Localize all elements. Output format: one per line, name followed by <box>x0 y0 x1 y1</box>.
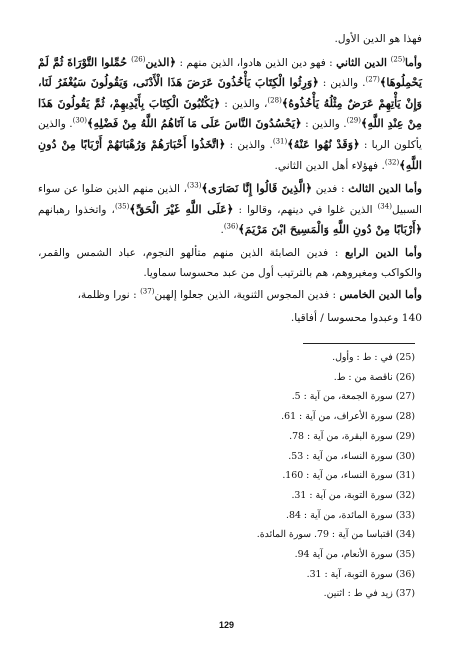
text-run: : فهو دين الذين هادوا، الذين منهم : <box>176 56 337 69</box>
text-run: . فهؤلاء أهل الدين الثاني. <box>274 159 385 172</box>
section-heading: وأما الدين الخامس <box>339 289 422 302</box>
footnote-25: (25) في : ط : وأول. <box>332 352 415 363</box>
quran-quote: ﴿اتَّخَذُوا أَحْبَارَهُمْ وَرُهْبَانَهُمْ أَرْبَابًا مِنْ دُونِ اللَّهِ﴾ <box>38 136 422 172</box>
page-number: 129 <box>218 620 235 630</box>
quran-quote: ﴿الَّذِينَ قَالُوا إِنَّا نَصَارَى﴾ <box>201 181 313 196</box>
quran-quote: ﴿أَرْبَابًا مِنْ دُونِ اللَّهِ وَالْمَسِيحَ ابْنَ مَرْيَمَ﴾ <box>238 222 422 237</box>
text-run: : نورا وظلمة، <box>77 289 141 302</box>
footnote-36: (36) سورة التوبة، آية : 31. <box>306 568 415 580</box>
footnote-28: (28) سورة الأعراف، من آية : 61. <box>281 411 415 423</box>
quran-quote: ﴿عَلَى اللَّهِ غَيْرَ الْحَقِّ﴾ <box>129 201 234 216</box>
section-heading: وأما الدين الرابع <box>344 246 422 259</box>
footnote-ref: (27) <box>365 75 380 84</box>
section-heading: وأما <box>405 56 423 69</box>
footnote-30: (30) سورة النساء، من آية : 53. <box>288 450 415 462</box>
quran-quote: حُمِّلوا التَّوْرَاةَ ثُمَّ لَمْ يَحْمِلُوهَا﴾ <box>38 54 422 90</box>
footnote-ref: (36) <box>223 222 239 231</box>
text-run: . والذين : <box>225 138 273 151</box>
footnote-ref: (32) <box>384 158 400 167</box>
text-run: : فدين <box>312 183 349 196</box>
quran-quote: ﴿يَحْسُدُونَ النَّاسَ عَلَى مَا آتَاهُمُ اللَّهُ مِنْ فَضْلِهِ﴾ <box>87 116 302 131</box>
footnote-ref: (35) <box>114 202 130 211</box>
section-heading: الدين الثاني <box>336 56 391 69</box>
text-run: الذين غلوا في دينهم، وقالوا : <box>233 203 378 216</box>
paragraph-third-religion <box>38 179 422 241</box>
footnote-27: (27) سورة الجمعة، من آية : 5. <box>291 391 415 403</box>
footnote-ref: (30) <box>72 116 87 125</box>
paragraph-second-religion <box>38 53 422 177</box>
footnote-29: (29) سورة البقرة، من آية : 78. <box>289 430 415 442</box>
text-run: . والذين يأكلون الربا : <box>38 118 422 151</box>
text-run: 140 وعبدوا محسوسا / أفاقيا. <box>290 311 422 324</box>
paragraph-fourth-religion <box>38 244 422 283</box>
footnote-34: (34) اقتباسا من آية : 79. سورة المائدة. <box>256 529 415 541</box>
text-run: . والذين : <box>301 118 347 131</box>
footnotes-list <box>31 348 415 604</box>
text-run: فهذا هو الدين الأول. <box>334 33 422 45</box>
footnote-ref: (29) <box>346 116 361 125</box>
section-heading: وأما الدين الثالث <box>348 183 423 196</box>
text-run: ، والذين : <box>220 97 268 110</box>
footnote-ref: (31) <box>272 137 288 146</box>
main-text <box>38 30 422 331</box>
text-run: . والذين : <box>318 77 366 90</box>
quran-quote: ﴿الذين <box>145 54 177 69</box>
text-run: ، واتخذوا رهبانهم <box>38 203 115 216</box>
quran-quote: ﴿وَرِثُوا الْكِتَابَ يَأْخُذُونَ عَرَضَ هَذَا الْأَدْنَى، وَيَقُولُونَ سَيُغْفَرُ لَنَا، وَإِنْ يَأْتِهِمْ عَرَضٌ مِثْلُهُ يَأْخُذُوهُ﴾ <box>38 75 423 110</box>
footnote-ref: (34) <box>377 202 392 211</box>
quran-quote: ﴿يَكْتُبُونَ الْكِتَابَ بِأَيْدِيهِمْ، ثُمَّ يَقُولُونَ هَذَا مِنْ عِنْدِ اللَّهِ﴾ <box>38 95 422 131</box>
text-run: . <box>220 224 224 237</box>
footnote-ref: (28) <box>267 96 282 105</box>
paragraph-intro <box>38 30 422 50</box>
text-run: : فدين المجوس الثنوية، الذين جعلوا إلهين <box>154 289 340 302</box>
footnote-35: (35) سورة الأنعام، من آية 94. <box>294 549 415 561</box>
footnote-33: (33) سورة المائدة، من آية : 84. <box>286 509 415 521</box>
footnote-32: (32) سورة التوبة، من آية : 31. <box>291 489 415 501</box>
footnote-ref: (26) <box>131 55 146 64</box>
quran-quote: ﴿وَقَدْ نُهُوا عَنْهُ﴾ <box>287 136 360 151</box>
footnote-26: (26) ناقصة من : ط. <box>333 371 415 383</box>
footnote-separator <box>303 343 415 344</box>
text-run: ، الذين منهم الذين ضلوا عن سواء السبيل <box>38 183 422 216</box>
footnote-ref: (33) <box>187 181 202 190</box>
text-run: : فدين الصابئة الذين منهم متألهو النجوم، عباد الشمس والقمر، والكواكب ومغيروهم، هم بالترتيب أول من عبد محسوسا سماويا. <box>38 246 422 279</box>
paragraph-fifth-religion <box>38 286 422 306</box>
footnote-ref: (25) <box>390 55 406 64</box>
footnote-37: (37) زيد في ط : اثنين. <box>323 588 415 600</box>
footnote-ref: (37) <box>140 287 155 296</box>
paragraph-fifth-continuation <box>38 309 422 329</box>
footnote-31: (31) سورة النساء، من آية : 160. <box>282 470 415 482</box>
